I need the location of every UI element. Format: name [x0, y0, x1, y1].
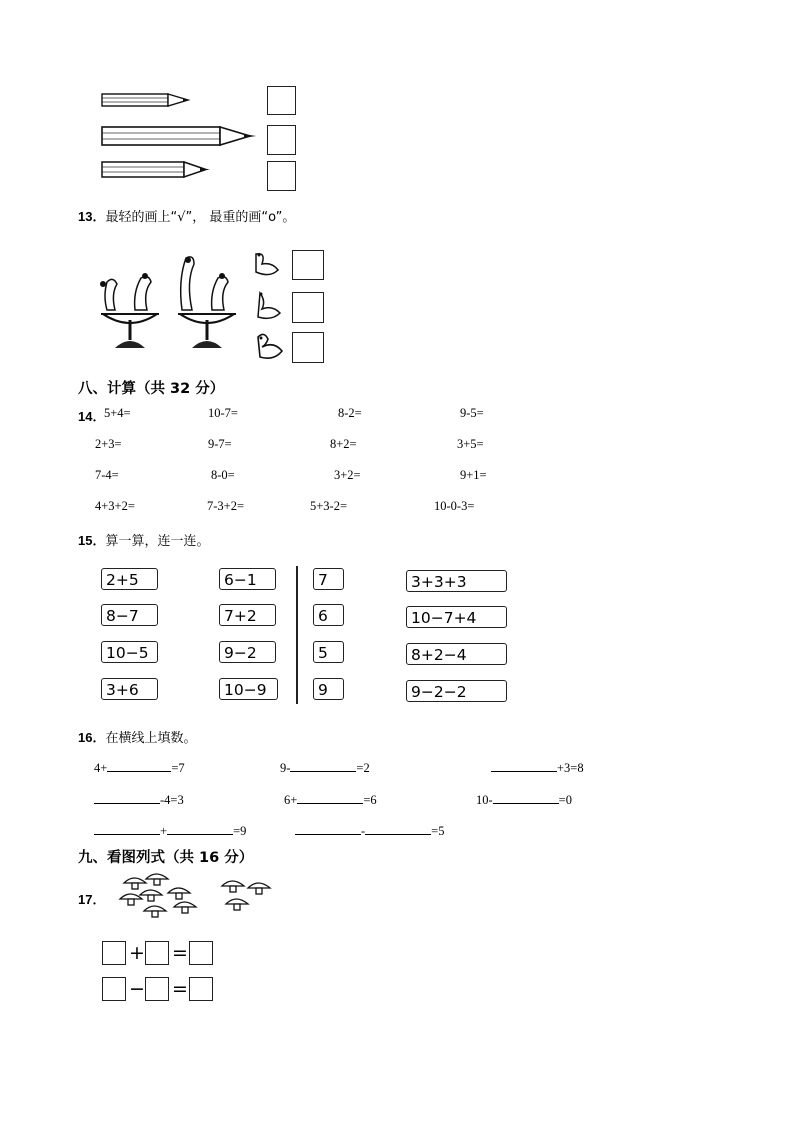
blank-line[interactable] [295, 823, 361, 835]
fill-item: -4=3 [94, 792, 184, 808]
answer-box[interactable] [267, 86, 296, 115]
question-text: 最轻的画上“√”， 最重的画“o”。 [105, 210, 296, 225]
calc-item: 7-3+2= [207, 499, 245, 513]
pencil-icon [100, 91, 195, 109]
equals-sign: = [172, 942, 188, 964]
answer-box[interactable] [102, 941, 126, 965]
blank-line[interactable] [290, 760, 356, 772]
blank-line[interactable] [107, 760, 171, 772]
answer-box[interactable] [292, 332, 324, 363]
calc-item: 9-5= [460, 406, 484, 420]
blank-line[interactable] [167, 823, 233, 835]
match-card[interactable]: 3+6 [101, 678, 158, 700]
match-card[interactable]: 2+5 [101, 568, 158, 590]
calc-item: 8+2= [330, 437, 357, 451]
match-card[interactable]: 6 [313, 604, 344, 626]
match-card[interactable]: 10−9 [219, 678, 278, 700]
fill-item: - =5 [295, 823, 444, 839]
calc-item: 3+2= [334, 468, 361, 482]
match-card[interactable]: 5 [313, 641, 344, 663]
question-number: 13． [78, 209, 106, 224]
fill-item: 6+ =6 [284, 793, 377, 807]
fill-item: 10- =0 [476, 793, 572, 807]
blank-line[interactable] [94, 792, 160, 804]
blank-line[interactable] [365, 823, 431, 835]
equals-sign: = [172, 978, 188, 1000]
question-17-number: 17． [78, 892, 106, 907]
calc-item: 9-7= [208, 437, 232, 451]
calc-item: 8-0= [211, 468, 235, 482]
match-card[interactable]: 10−5 [101, 641, 158, 663]
answer-box[interactable] [267, 161, 296, 191]
balance-scale-icon [172, 250, 242, 352]
calc-item: 9+1= [460, 468, 487, 482]
match-card[interactable]: 8−7 [101, 604, 158, 626]
fill-item: 9- =2 [280, 761, 370, 775]
calc-item: 5+4= [104, 406, 131, 420]
answer-box[interactable] [102, 977, 126, 1001]
calc-item: 8-2= [338, 406, 362, 420]
match-card[interactable]: 7 [313, 568, 344, 590]
question-15: 15．算一算，连一连。 [78, 533, 210, 549]
calc-item: 10-0-3= [434, 499, 475, 513]
balance-scale-icon [95, 262, 165, 352]
answer-box[interactable] [189, 941, 213, 965]
calc-item: 7-4= [95, 468, 119, 482]
bird-icon [252, 289, 284, 323]
pencil-icon [100, 159, 215, 181]
bird-icon [252, 329, 286, 363]
question-13 [78, 206, 295, 225]
calc-item: 5+3-2= [310, 499, 348, 513]
blank-line[interactable] [94, 823, 160, 835]
match-card[interactable]: 8+2−4 [406, 643, 507, 665]
answer-box[interactable] [267, 125, 296, 155]
calc-item: 4+3+2= [95, 499, 135, 513]
question-16: 16．在横线上填数。 [78, 730, 197, 746]
fill-item: +3=8 [491, 760, 584, 776]
calc-item: 2+3= [95, 437, 122, 451]
answer-box[interactable] [145, 941, 169, 965]
match-card[interactable]: 6−1 [219, 568, 276, 590]
minus-sign: − [129, 978, 145, 1000]
answer-box[interactable] [292, 292, 324, 323]
blank-line[interactable] [493, 792, 559, 804]
section-title: 八、计算（共 32 分） [78, 381, 225, 397]
match-card[interactable]: 10−7+4 [406, 606, 507, 628]
match-card[interactable]: 9 [313, 678, 344, 700]
match-card[interactable]: 9−2−2 [406, 680, 507, 702]
answer-box[interactable] [292, 250, 324, 280]
answer-box[interactable] [189, 977, 213, 1001]
match-card[interactable]: 3+3+3 [406, 570, 507, 592]
mushroom-icon [220, 876, 276, 916]
pencil-icon [100, 124, 260, 148]
match-card[interactable]: 9−2 [219, 641, 276, 663]
fill-item: + =9 [94, 823, 246, 839]
fill-item: 4+ =7 [94, 761, 185, 775]
divider-line [296, 566, 298, 704]
answer-box[interactable] [145, 977, 169, 1001]
mushroom-icon [118, 871, 208, 923]
plus-sign: + [129, 942, 145, 964]
blank-line[interactable] [491, 760, 557, 772]
match-card[interactable]: 7+2 [219, 604, 276, 626]
bird-icon [250, 248, 282, 280]
blank-line[interactable] [297, 792, 363, 804]
calc-item: 3+5= [457, 437, 484, 451]
question-14-number: 14． [78, 409, 106, 424]
section-title: 九、看图列式（共 16 分） [78, 850, 254, 866]
calc-item: 10-7= [208, 406, 238, 420]
